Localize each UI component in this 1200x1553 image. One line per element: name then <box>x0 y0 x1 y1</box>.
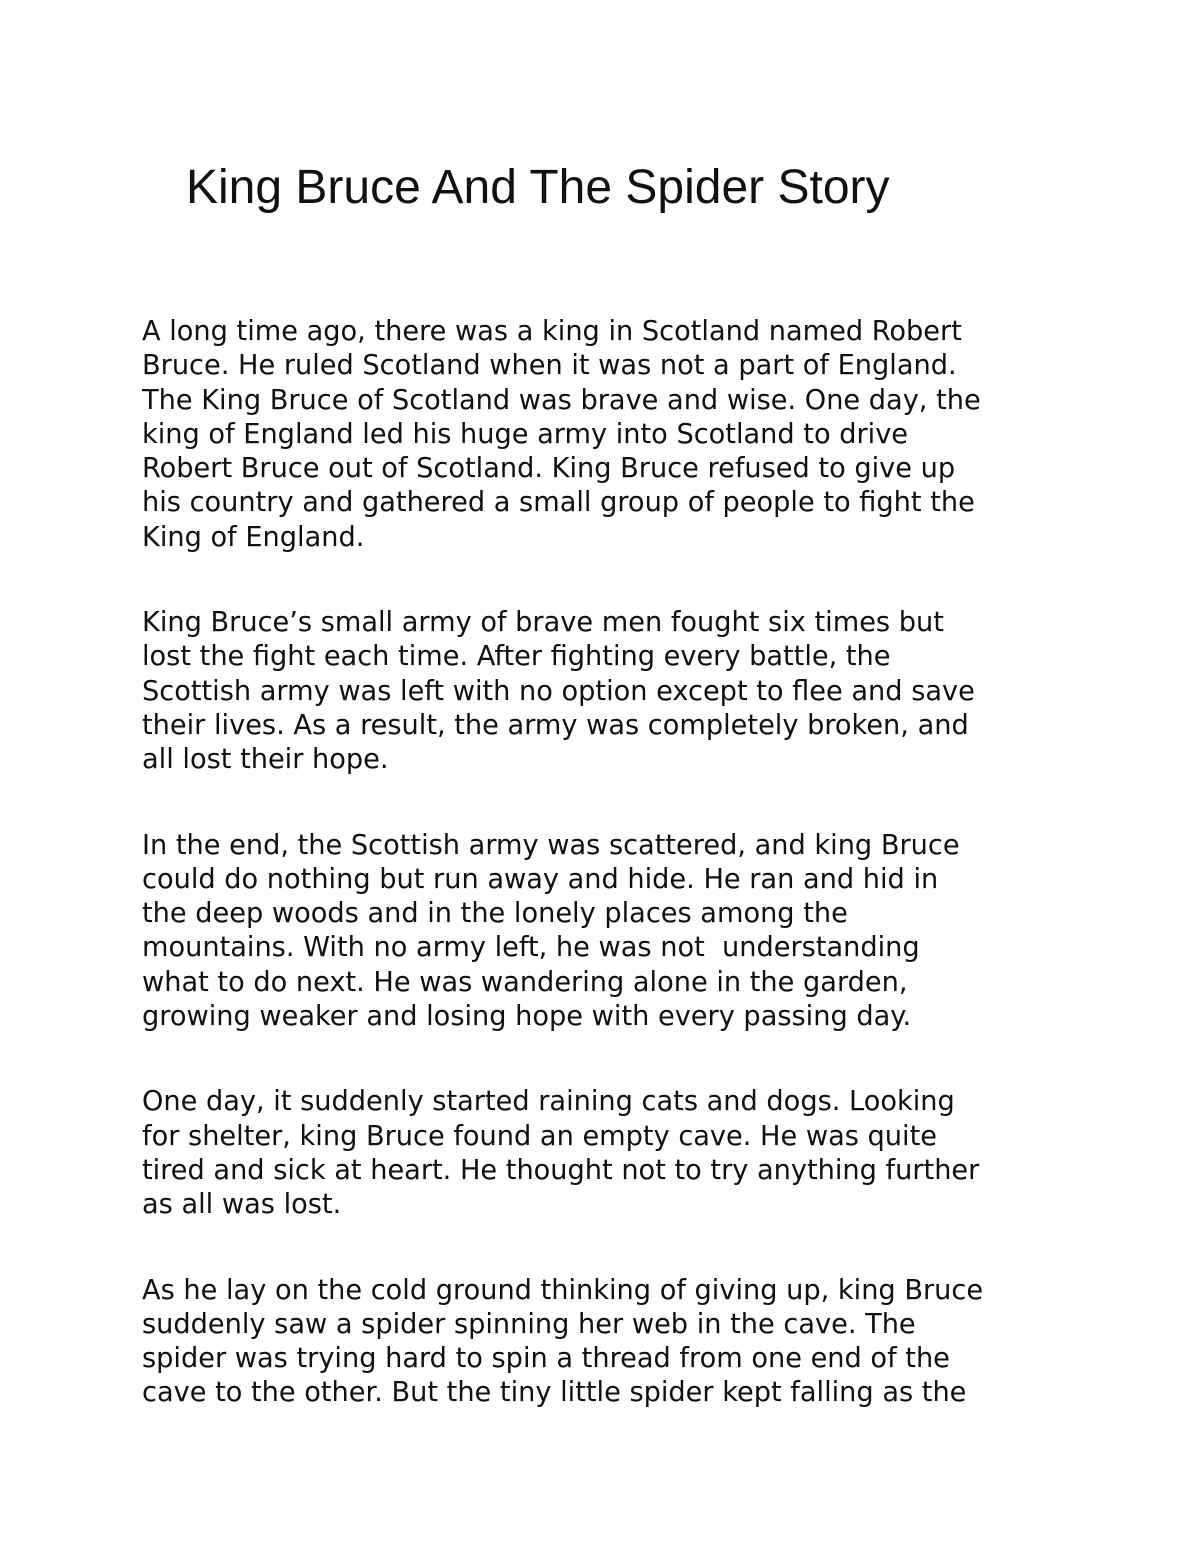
text-line: Bruce. He ruled Scotland when it was not a part of England. <box>142 350 957 382</box>
paragraph-5 <box>142 1274 1077 1411</box>
story-body <box>142 315 1077 1462</box>
text-line: their lives. As a result, the army was completely broken, and <box>142 709 969 741</box>
text-line: As he lay on the cold ground thinking of giving up, king Bruce <box>142 1274 984 1306</box>
paragraph-3 <box>142 829 1077 1035</box>
text-line: as all was lost. <box>142 1189 342 1221</box>
text-line: for shelter, king Bruce found an empty cave. He was quite <box>142 1120 937 1152</box>
text-line: A long time ago, there was a king in Scotland named Robert <box>142 316 962 347</box>
text-line: cave to the other. But the tiny little spider kept falling as the <box>142 1377 967 1409</box>
text-line: Scottish army was left with no option except to flee and save <box>142 675 975 707</box>
text-line: could do nothing but run away and hide. He ran and hid in <box>142 863 939 895</box>
text-line: spider was trying hard to spin a thread from one end of the <box>142 1343 950 1375</box>
text-line: King of England. <box>142 521 365 553</box>
paragraph-2 <box>142 606 1077 777</box>
paragraph-4 <box>142 1085 1077 1222</box>
text-line: mountains. With no army left, he was not understanding <box>142 932 920 964</box>
text-line: what to do next. He was wandering alone in the garden, <box>142 966 908 998</box>
text-line: growing weaker and losing hope with every passing day. <box>142 1001 912 1033</box>
text-line: all lost their hope. <box>142 744 389 776</box>
text-line: One day, it suddenly started raining cats and dogs. Looking <box>142 1086 955 1118</box>
text-line: lost the fight each time. After fighting every battle, the <box>142 641 891 673</box>
text-line: In the end, the Scottish army was scattered, and king Bruce <box>142 829 960 861</box>
text-line: tired and sick at heart. He thought not to try anything further <box>142 1154 980 1186</box>
text-line: his country and gathered a small group of people to fight the <box>142 487 975 519</box>
text-line: suddenly saw a spider spinning her web in the cave. The <box>142 1308 916 1340</box>
text-line: The King Bruce of Scotland was brave and wise. One day, the <box>142 384 981 416</box>
text-line: king of England led his huge army into Scotland to drive <box>142 418 909 450</box>
text-line: Robert Bruce out of Scotland. King Bruce refused to give up <box>142 453 956 485</box>
text-line: King Bruce’s small army of brave men fought six times but <box>142 607 944 639</box>
paragraph-1 <box>142 315 1077 555</box>
text-line: the deep woods and in the lonely places among the <box>142 898 848 930</box>
page-title: King Bruce And The Spider Story <box>186 161 890 214</box>
